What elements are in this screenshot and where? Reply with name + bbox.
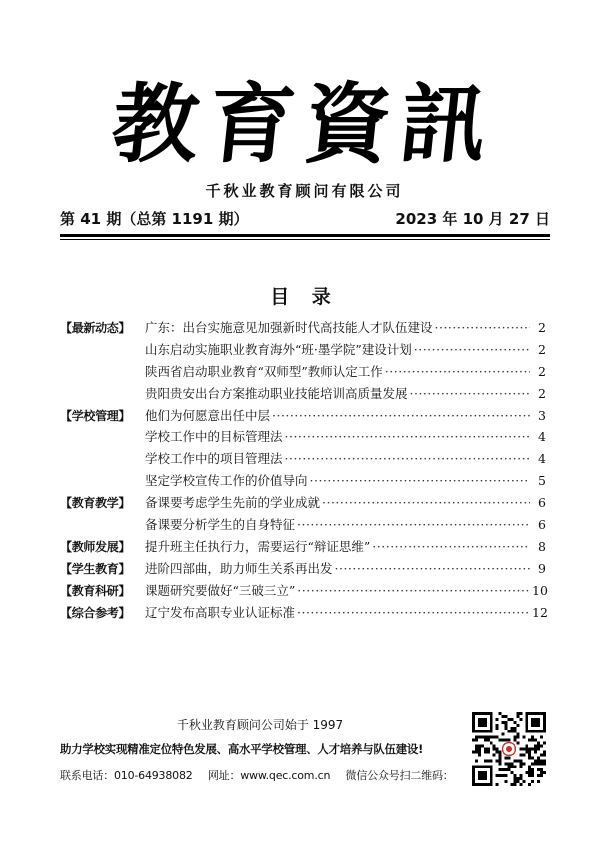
header-rule-thin bbox=[60, 239, 550, 240]
toc-category: 【教育科研】 bbox=[60, 583, 131, 598]
toc-entry-title[interactable]: 贵阳贵安出台方案推动职业技能培训高质量发展 bbox=[145, 385, 408, 401]
toc-leader bbox=[410, 383, 530, 405]
toc-page-number: 2 bbox=[538, 385, 546, 401]
toc-category: 【教师发展】 bbox=[60, 539, 131, 554]
toc-row[interactable] bbox=[60, 602, 546, 624]
issue-number: 第 41 期（总第 1191 期） bbox=[60, 210, 249, 228]
toc-row[interactable] bbox=[60, 492, 546, 514]
toc-entry-title[interactable]: 课题研究要做好“三破三立” bbox=[145, 582, 296, 598]
toc-page-number: 6 bbox=[538, 517, 546, 533]
toc-category: 【学生教育】 bbox=[60, 561, 131, 576]
footer-wechat: 微信公众号扫二维码： bbox=[345, 769, 454, 782]
toc-page-number: 10 bbox=[532, 582, 548, 598]
toc-row[interactable] bbox=[60, 536, 546, 558]
toc-row[interactable] bbox=[60, 405, 546, 427]
footer-phone: 联系电话：010-64938082 bbox=[60, 769, 193, 782]
toc-row[interactable] bbox=[60, 426, 546, 448]
toc-category: 【教育教学】 bbox=[60, 496, 131, 511]
toc-row[interactable] bbox=[60, 580, 546, 602]
issue-date: 2023 年 10 月 27 日 bbox=[395, 210, 550, 228]
toc-category: 【综合参考】 bbox=[60, 605, 131, 620]
toc-row[interactable] bbox=[60, 339, 546, 361]
toc-row[interactable] bbox=[60, 470, 546, 492]
toc-page-number: 8 bbox=[538, 538, 546, 554]
toc-entry-title[interactable]: 陕西省启动职业教育“双师型”教师认定工作 bbox=[145, 363, 383, 379]
toc-entry-title[interactable]: 他们为何愿意出任中层 bbox=[145, 407, 271, 423]
toc-leader bbox=[297, 514, 530, 536]
toc-page-number: 2 bbox=[538, 341, 546, 357]
toc-leader bbox=[272, 405, 530, 427]
toc-row[interactable] bbox=[60, 514, 546, 536]
toc-page-number: 5 bbox=[538, 473, 546, 489]
toc-entry-title[interactable]: 广东：出台实施意见加强新时代高技能人才队伍建设 bbox=[145, 320, 433, 335]
toc-page-number: 12 bbox=[532, 604, 548, 620]
toc-entry-title[interactable]: 山东启动实施职业教育海外“班·墨学院”建设计划 bbox=[145, 341, 412, 357]
table-of-contents bbox=[60, 317, 546, 623]
company-name: 千秋业教育顾问有限公司 bbox=[205, 182, 404, 200]
toc-page-number: 4 bbox=[538, 429, 546, 445]
toc-leader bbox=[385, 361, 530, 383]
masthead-title: 教育資訊 bbox=[107, 74, 502, 175]
toc-row[interactable] bbox=[60, 361, 546, 383]
toc-row[interactable] bbox=[60, 558, 546, 580]
footer-slogan: 助力学校实现精准定位特色发展、高水平学校管理、人才培养与队伍建设! bbox=[60, 742, 424, 756]
toc-page-number: 2 bbox=[538, 363, 546, 379]
toc-leader bbox=[435, 317, 530, 339]
toc-leader bbox=[372, 536, 530, 558]
toc-leader bbox=[335, 558, 530, 580]
toc-entry-title[interactable]: 学校工作中的项目管理法 bbox=[145, 451, 283, 467]
toc-leader bbox=[310, 470, 530, 492]
toc-category: 【最新动态】 bbox=[60, 321, 131, 335]
toc-entry-title[interactable]: 进阶四部曲，助力师生关系再出发 bbox=[145, 560, 333, 576]
footer-contact bbox=[60, 767, 470, 783]
toc-leader bbox=[322, 492, 530, 514]
toc-entry-title[interactable]: 学校工作中的目标管理法 bbox=[145, 429, 283, 445]
footer-founded: 千秋业教育顾问公司始于 1997 bbox=[176, 718, 344, 732]
toc-category: 【学校管理】 bbox=[60, 408, 131, 423]
toc-page-number: 3 bbox=[538, 407, 546, 423]
header-rule-thick bbox=[60, 234, 550, 237]
toc-entry-title[interactable]: 备课要考虑学生先前的学业成就 bbox=[145, 495, 321, 511]
toc-title: 目 录 bbox=[270, 286, 339, 308]
toc-page-number: 2 bbox=[538, 320, 546, 335]
toc-entry-title[interactable]: 提升班主任执行力，需要运行“辩证思维” bbox=[145, 538, 371, 554]
toc-entry-title[interactable]: 备课要分析学生的自身特征 bbox=[145, 517, 296, 533]
toc-row[interactable] bbox=[60, 448, 546, 470]
toc-leader bbox=[297, 580, 530, 602]
toc-leader bbox=[285, 448, 530, 470]
qr-code-icon bbox=[472, 712, 546, 786]
footer-website[interactable]: 网址：www.qec.com.cn bbox=[207, 769, 331, 782]
toc-leader bbox=[297, 602, 530, 624]
toc-entry-title[interactable]: 坚定学校宣传工作的价值导向 bbox=[145, 473, 308, 489]
toc-row[interactable] bbox=[60, 317, 546, 339]
toc-leader bbox=[414, 339, 530, 361]
toc-page-number: 4 bbox=[538, 451, 546, 467]
toc-row[interactable] bbox=[60, 383, 546, 405]
toc-entry-title[interactable]: 辽宁发布高职专业认证标准 bbox=[145, 604, 296, 620]
toc-page-number: 6 bbox=[538, 495, 546, 511]
issue-row bbox=[60, 208, 550, 229]
toc-page-number: 9 bbox=[538, 560, 546, 576]
toc-leader bbox=[285, 426, 530, 448]
